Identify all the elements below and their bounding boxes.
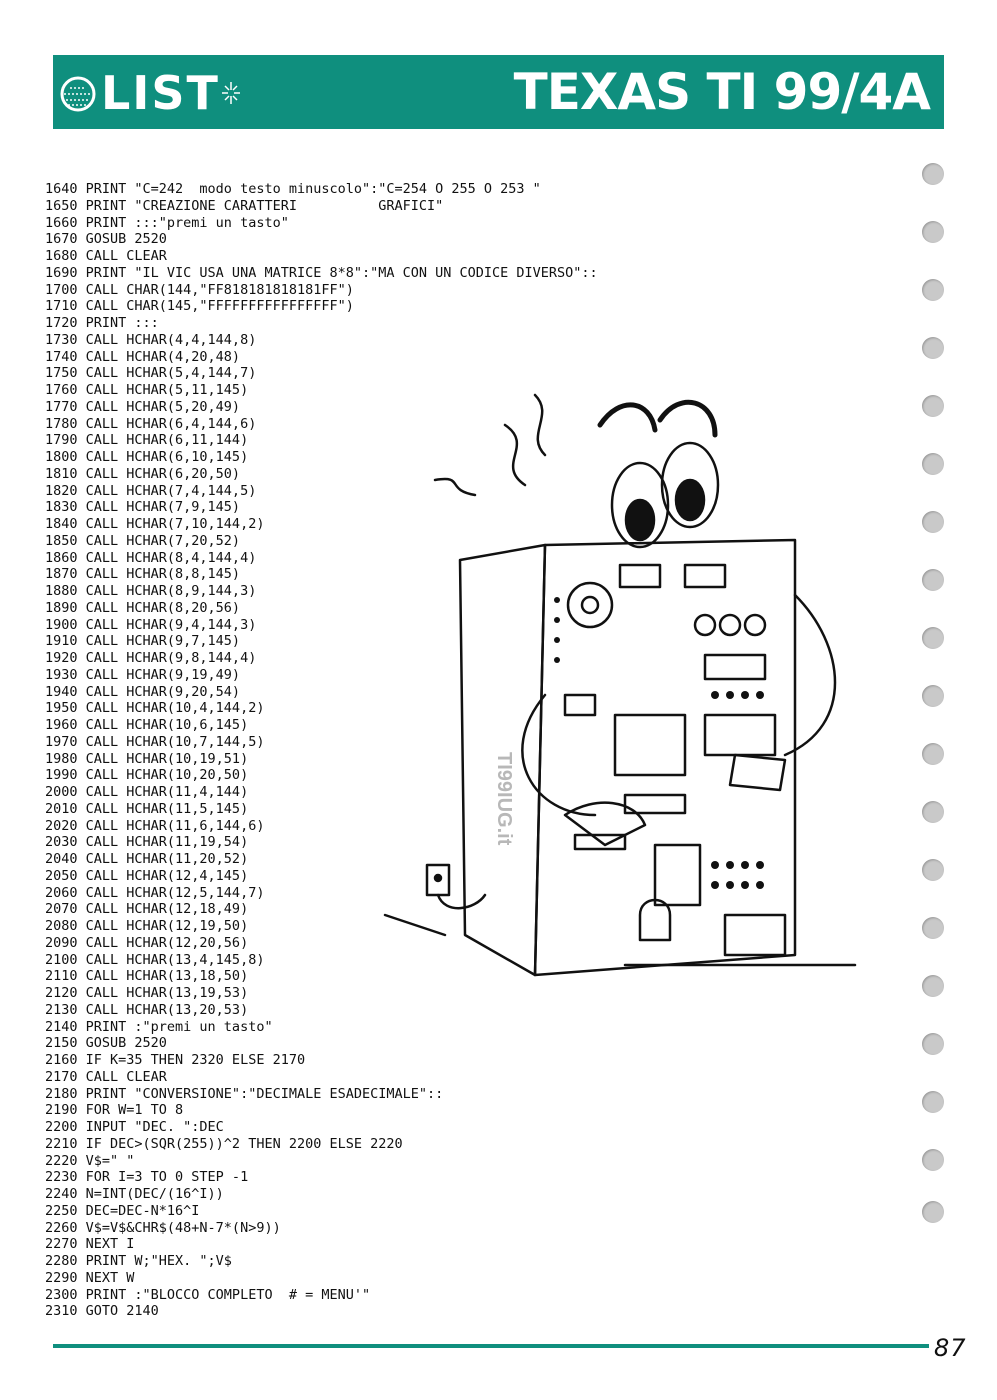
binder-hole bbox=[922, 1149, 944, 1171]
footer-rule bbox=[53, 1344, 929, 1348]
code-line: 1880 CALL HCHAR(8,9,144,3) bbox=[45, 583, 257, 599]
code-line: 2010 CALL HCHAR(11,5,145) bbox=[45, 800, 249, 817]
code-line: 1710 CALL CHAR(145,"FFFFFFFFFFFFFFFF") bbox=[45, 298, 354, 315]
code-line: 1730 CALL HCHAR(4,4,144,8) bbox=[45, 331, 257, 348]
list-logo bbox=[59, 65, 242, 121]
code-line: 2190 FOR W=1 TO 8 bbox=[45, 1102, 184, 1119]
code-line: 2210 IF DEC>(SQR(255))^2 THEN 2200 ELSE 2220 bbox=[45, 1135, 403, 1152]
binder-hole bbox=[922, 743, 944, 765]
code-line: 1800 CALL HCHAR(6,10,145) bbox=[45, 449, 249, 465]
binder-hole bbox=[922, 1201, 944, 1223]
binder-hole bbox=[922, 395, 944, 417]
code-line: 1650 PRINT "CREAZIONE CARATTERI GRAFICI" bbox=[45, 197, 444, 214]
code-line: 1740 CALL HCHAR(4,20,48) bbox=[45, 348, 241, 365]
binder-hole bbox=[922, 569, 944, 591]
binder-hole bbox=[922, 917, 944, 939]
code-line: 1820 CALL HCHAR(7,4,144,5) bbox=[45, 482, 257, 499]
code-line: 1830 CALL HCHAR(7,9,145) bbox=[45, 499, 241, 516]
code-line: 1860 CALL HCHAR(8,4,144,4) bbox=[45, 549, 257, 566]
code-line: 2300 PRINT :"BLOCCO COMPLETO # = MENU'" bbox=[45, 1286, 371, 1303]
code-line: 1840 CALL HCHAR(7,10,144,2) bbox=[45, 516, 265, 532]
code-line: 2220 V$=" " bbox=[45, 1152, 135, 1169]
code-line: 2080 CALL HCHAR(12,19,50) bbox=[45, 918, 249, 934]
binder-hole bbox=[922, 627, 944, 649]
code-line: 2180 PRINT "CONVERSIONE":"DECIMALE ESADECIMALE":: bbox=[45, 1085, 444, 1102]
watermark bbox=[474, 750, 515, 870]
code-line: 2200 INPUT "DEC. ":DEC bbox=[45, 1119, 224, 1135]
computer-character-illustration bbox=[385, 395, 865, 985]
code-line: 1920 CALL HCHAR(9,8,144,4) bbox=[45, 650, 257, 666]
binder-hole bbox=[922, 801, 944, 823]
code-line: 1870 CALL HCHAR(8,8,145) bbox=[45, 566, 241, 583]
code-line: 1780 CALL HCHAR(6,4,144,6) bbox=[45, 415, 257, 432]
code-line: 1980 CALL HCHAR(10,19,51) bbox=[45, 750, 249, 767]
code-line: 1700 CALL CHAR(144,"FF818181818181FF") bbox=[45, 281, 354, 298]
code-line: 2050 CALL HCHAR(12,4,145) bbox=[45, 867, 249, 884]
page-number: 87 bbox=[934, 1334, 967, 1362]
binder-hole bbox=[922, 975, 944, 997]
binder-hole bbox=[922, 453, 944, 475]
code-line: 1770 CALL HCHAR(5,20,49) bbox=[45, 398, 241, 415]
code-line: 1810 CALL HCHAR(6,20,50) bbox=[45, 465, 241, 482]
binder-hole bbox=[922, 337, 944, 359]
code-line: 1790 CALL HCHAR(6,11,144) bbox=[45, 432, 249, 449]
binder-holes bbox=[922, 163, 948, 1223]
sparkle-icon bbox=[220, 80, 242, 106]
code-line: 1760 CALL HCHAR(5,11,145) bbox=[45, 382, 249, 398]
code-line: 1960 CALL HCHAR(10,6,145) bbox=[45, 717, 249, 733]
code-line: 2110 CALL HCHAR(13,18,50) bbox=[45, 968, 249, 985]
code-line: 2140 PRINT :"premi un tasto" bbox=[45, 1018, 273, 1035]
code-line: 1690 PRINT "IL VIC USA UNA MATRICE 8*8":"MA CON UN CODICE DIVERSO":: bbox=[45, 264, 598, 281]
code-line: 1930 CALL HCHAR(9,19,49) bbox=[45, 666, 241, 683]
code-line: 1750 CALL HCHAR(5,4,144,7) bbox=[45, 365, 257, 382]
logo-text: LIST bbox=[101, 66, 220, 120]
code-line: 2160 IF K=35 THEN 2320 ELSE 2170 bbox=[45, 1052, 306, 1068]
binder-hole bbox=[922, 1033, 944, 1055]
code-line: 2000 CALL HCHAR(11,4,144) bbox=[45, 784, 249, 800]
binder-hole bbox=[922, 511, 944, 533]
code-line: 2260 V$=V$&CHR$(48+N-7*(N>9)) bbox=[45, 1219, 281, 1236]
code-line: 2280 PRINT W;"HEX. ";V$ bbox=[45, 1253, 232, 1269]
code-line: 2070 CALL HCHAR(12,18,49) bbox=[45, 901, 249, 918]
binder-hole bbox=[922, 221, 944, 243]
code-line: 1990 CALL HCHAR(10,20,50) bbox=[45, 767, 249, 784]
code-line: 2230 FOR I=3 TO 0 STEP -1 bbox=[45, 1169, 249, 1186]
code-line: 2020 CALL HCHAR(11,6,144,6) bbox=[45, 817, 265, 834]
code-line: 1680 CALL CLEAR bbox=[45, 248, 167, 264]
code-line: 1900 CALL HCHAR(9,4,144,3) bbox=[45, 616, 257, 633]
binder-hole bbox=[922, 163, 944, 185]
code-line: 2150 GOSUB 2520 bbox=[45, 1035, 167, 1052]
code-line: 2040 CALL HCHAR(11,20,52) bbox=[45, 851, 249, 867]
code-line: 1640 PRINT "C=242 modo testo minuscolo":"C=254 O 255 O 253 " bbox=[45, 181, 541, 197]
code-line: 2250 DEC=DEC-N*16^I bbox=[45, 1202, 200, 1219]
code-line: 2030 CALL HCHAR(11,19,54) bbox=[45, 834, 249, 851]
code-line: 2120 CALL HCHAR(13,19,53) bbox=[45, 985, 249, 1001]
code-line: 1910 CALL HCHAR(9,7,145) bbox=[45, 633, 241, 650]
code-line: 2100 CALL HCHAR(13,4,145,8) bbox=[45, 951, 265, 968]
page-title: TEXAS TI 99/4A bbox=[513, 63, 930, 121]
binder-hole bbox=[922, 1091, 944, 1113]
code-line: 1850 CALL HCHAR(7,20,52) bbox=[45, 532, 241, 549]
code-line: 2240 N=INT(DEC/(16^I)) bbox=[45, 1186, 224, 1202]
code-line: 2270 NEXT I bbox=[45, 1236, 135, 1253]
code-line: 1950 CALL HCHAR(10,4,144,2) bbox=[45, 700, 265, 717]
code-line: 1940 CALL HCHAR(9,20,54) bbox=[45, 683, 241, 700]
page-header bbox=[53, 55, 944, 129]
code-line: 2290 NEXT W bbox=[45, 1269, 135, 1286]
code-line: 2090 CALL HCHAR(12,20,56) bbox=[45, 934, 249, 951]
code-line: 1970 CALL HCHAR(10,7,144,5) bbox=[45, 733, 265, 750]
watermark-text: TI99IUG.it bbox=[493, 752, 515, 846]
globe-icon bbox=[59, 73, 97, 113]
code-line: 1890 CALL HCHAR(8,20,56) bbox=[45, 599, 241, 616]
code-line: 2130 CALL HCHAR(13,20,53) bbox=[45, 1001, 249, 1018]
code-line: 2170 CALL CLEAR bbox=[45, 1068, 167, 1085]
binder-hole bbox=[922, 859, 944, 881]
code-line: 2060 CALL HCHAR(12,5,144,7) bbox=[45, 884, 265, 901]
code-line: 1660 PRINT :::"premi un tasto" bbox=[45, 214, 289, 231]
binder-hole bbox=[922, 279, 944, 301]
binder-hole bbox=[922, 685, 944, 707]
code-line: 1670 GOSUB 2520 bbox=[45, 231, 167, 248]
code-line: 2310 GOTO 2140 bbox=[45, 1303, 159, 1320]
code-line: 1720 PRINT ::: bbox=[45, 315, 159, 331]
